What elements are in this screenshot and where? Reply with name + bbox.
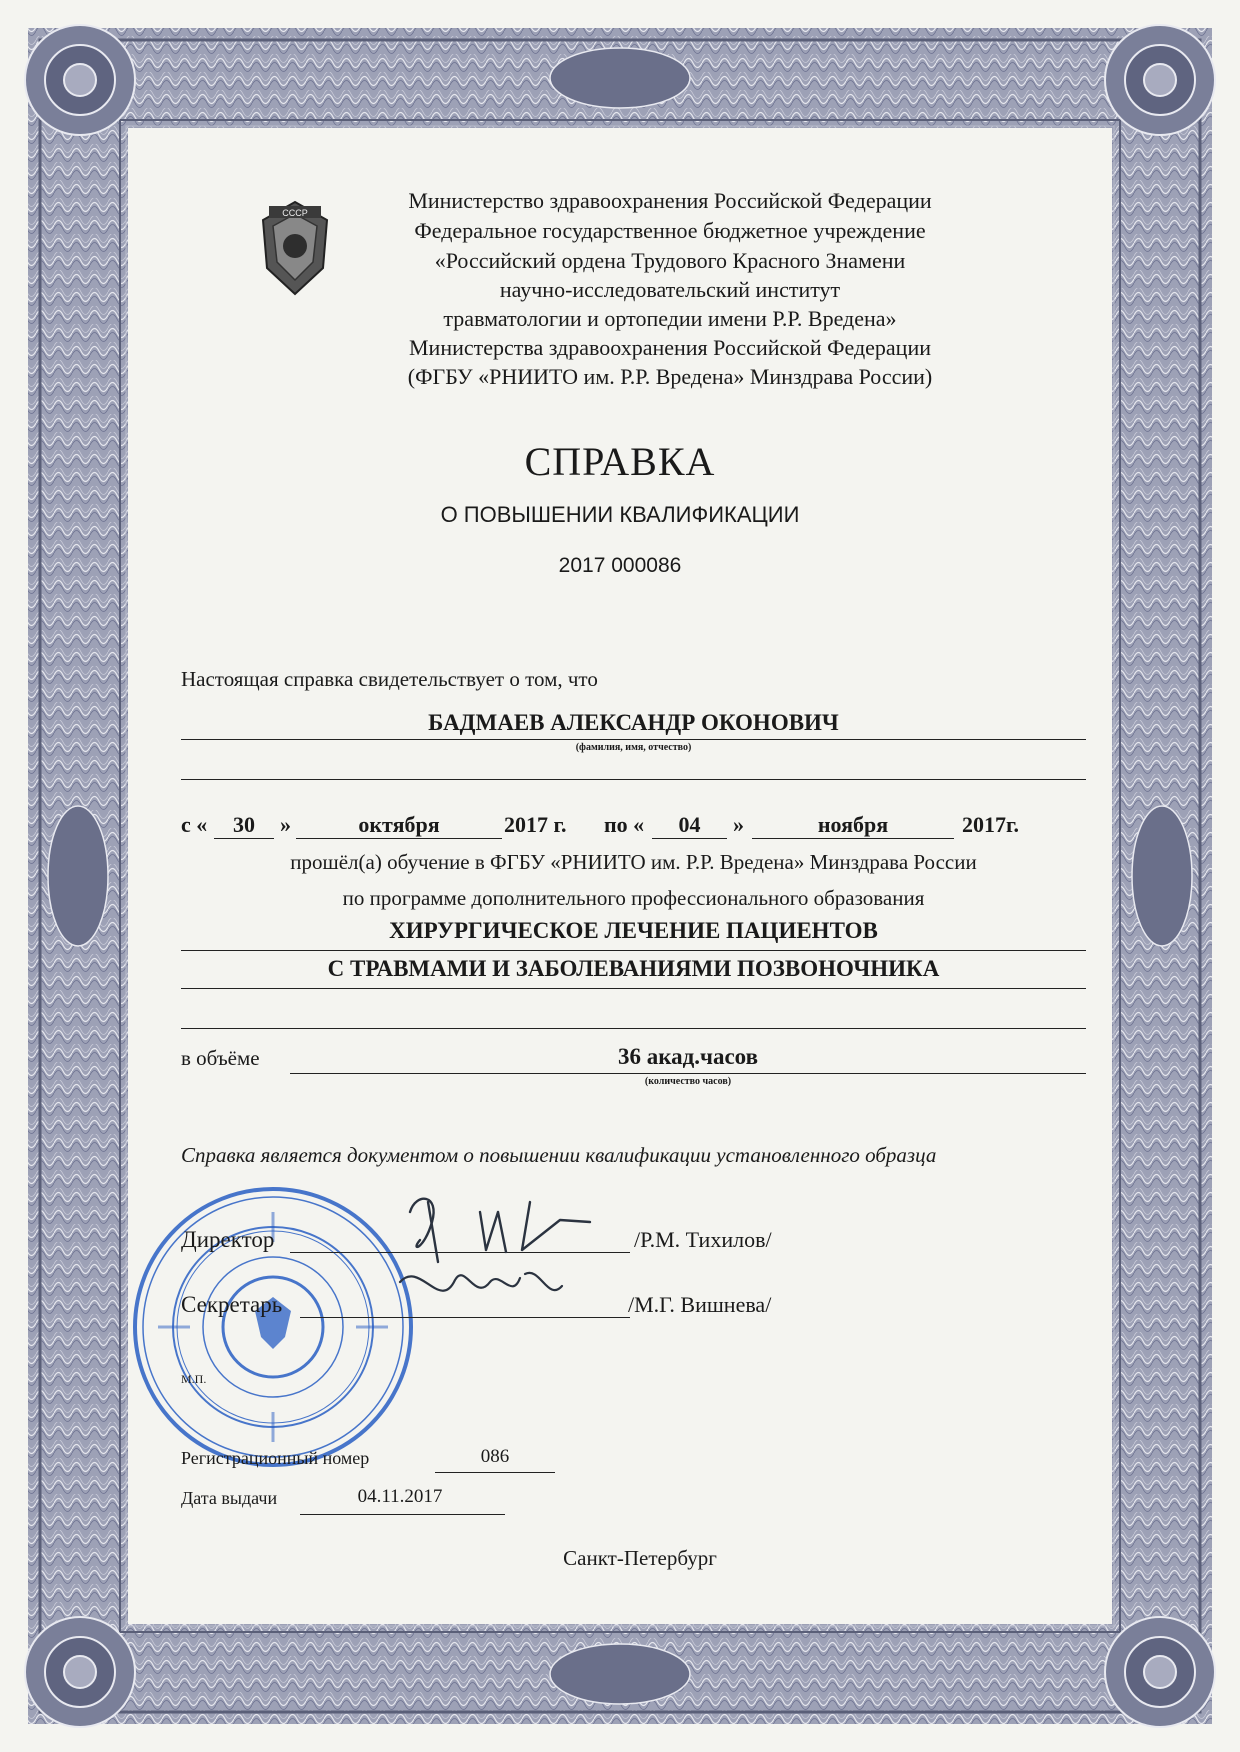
from-year: 2017 г.: [504, 812, 567, 837]
document-number: 2017 000086: [558, 554, 682, 577]
volume-value: 36 акад.часов: [617, 1044, 759, 1069]
order-emblem-icon: [255, 198, 335, 298]
program-name-line-2: С ТРАВМАМИ И ЗАБОЛЕВАНИЯМИ ПОЗВОНОЧНИКА: [327, 956, 940, 981]
document-title: СПРАВКА: [524, 439, 716, 484]
to-day: 04: [678, 812, 701, 837]
trained-line: прошёл(а) обучение в ФГБУ «РНИИТО им. Р.Р. Вредена» Минздрава России: [290, 850, 977, 874]
document-subtitle: О ПОВЫШЕНИИ КВАЛИФИКАЦИИ: [440, 502, 800, 527]
header-line-2: Федеральное государственное бюджетное учреждение: [414, 218, 926, 243]
name-caption: (фамилия, имя, отчество): [575, 742, 692, 753]
issue-date-label: Дата выдачи: [181, 1488, 278, 1508]
director-label: Директор: [181, 1227, 275, 1252]
from-day-underline: [214, 838, 274, 839]
header-line-3: «Российский ордена Трудового Красного Знамени: [434, 248, 906, 273]
name-underline: [181, 739, 1086, 740]
volume-underline: [290, 1073, 1086, 1074]
volume-label: в объёме: [181, 1046, 260, 1070]
header-line-7: (ФГБУ «РНИИТО им. Р.Р. Вредена» Минздрава России): [407, 364, 933, 389]
to-year: 2017г.: [962, 812, 1020, 837]
program-underline-1: [181, 950, 1086, 951]
handwritten-signatures: [380, 1182, 640, 1332]
program-underline-2: [181, 988, 1086, 989]
stamp-place-mark: М.П.: [181, 1372, 207, 1386]
from-close-quote: »: [280, 812, 291, 837]
header-line-4: научно-исследовательский институт: [499, 277, 841, 302]
to-close-quote: »: [733, 812, 744, 837]
blank-line-1: [181, 779, 1086, 780]
order-emblem: [255, 198, 335, 298]
to-month: ноября: [817, 812, 889, 837]
program-line: по программе дополнительного профессионального образования: [342, 886, 925, 910]
registration-underline: [435, 1472, 555, 1473]
issue-date-value: 04.11.2017: [357, 1486, 443, 1507]
secretary-name: /М.Г. Вишнева/: [628, 1292, 772, 1317]
city: Санкт-Петербург: [563, 1546, 717, 1570]
issue-date-underline: [300, 1514, 505, 1515]
person-name: БАДМАЕВ АЛЕКСАНДР ОКОНОВИЧ: [428, 710, 839, 735]
header-line-1: Министерство здравоохранения Российской Федерации: [408, 188, 932, 213]
from-month-underline: [296, 838, 502, 839]
to-month-underline: [752, 838, 954, 839]
blank-line-2: [181, 1028, 1086, 1029]
to-day-underline: [652, 838, 727, 839]
intro-text: Настоящая справка свидетельствует о том, что: [181, 667, 598, 691]
from-day: 30: [233, 812, 255, 837]
statement-text: Справка является документом о повышении квалификации установленного образца: [181, 1143, 937, 1167]
volume-caption: (количество часов): [644, 1076, 732, 1087]
to-prefix: по «: [604, 812, 645, 837]
from-prefix: с «: [181, 812, 208, 837]
from-month: октября: [358, 812, 440, 837]
director-name: /Р.М. Тихилов/: [634, 1227, 772, 1252]
program-name-line-1: ХИРУРГИЧЕСКОЕ ЛЕЧЕНИЕ ПАЦИЕНТОВ: [389, 918, 878, 943]
header-line-5: травматологии и ортопедии имени Р.Р. Вредена»: [443, 306, 897, 331]
official-stamp: [128, 1182, 418, 1472]
registration-label: Регистрационный номер: [181, 1448, 370, 1468]
header-line-6: Министерства здравоохранения Российской Федерации: [409, 335, 931, 360]
emblem-text: СССР: [282, 208, 308, 218]
secretary-label: Секретарь: [181, 1292, 283, 1317]
registration-value: 086: [480, 1446, 510, 1467]
